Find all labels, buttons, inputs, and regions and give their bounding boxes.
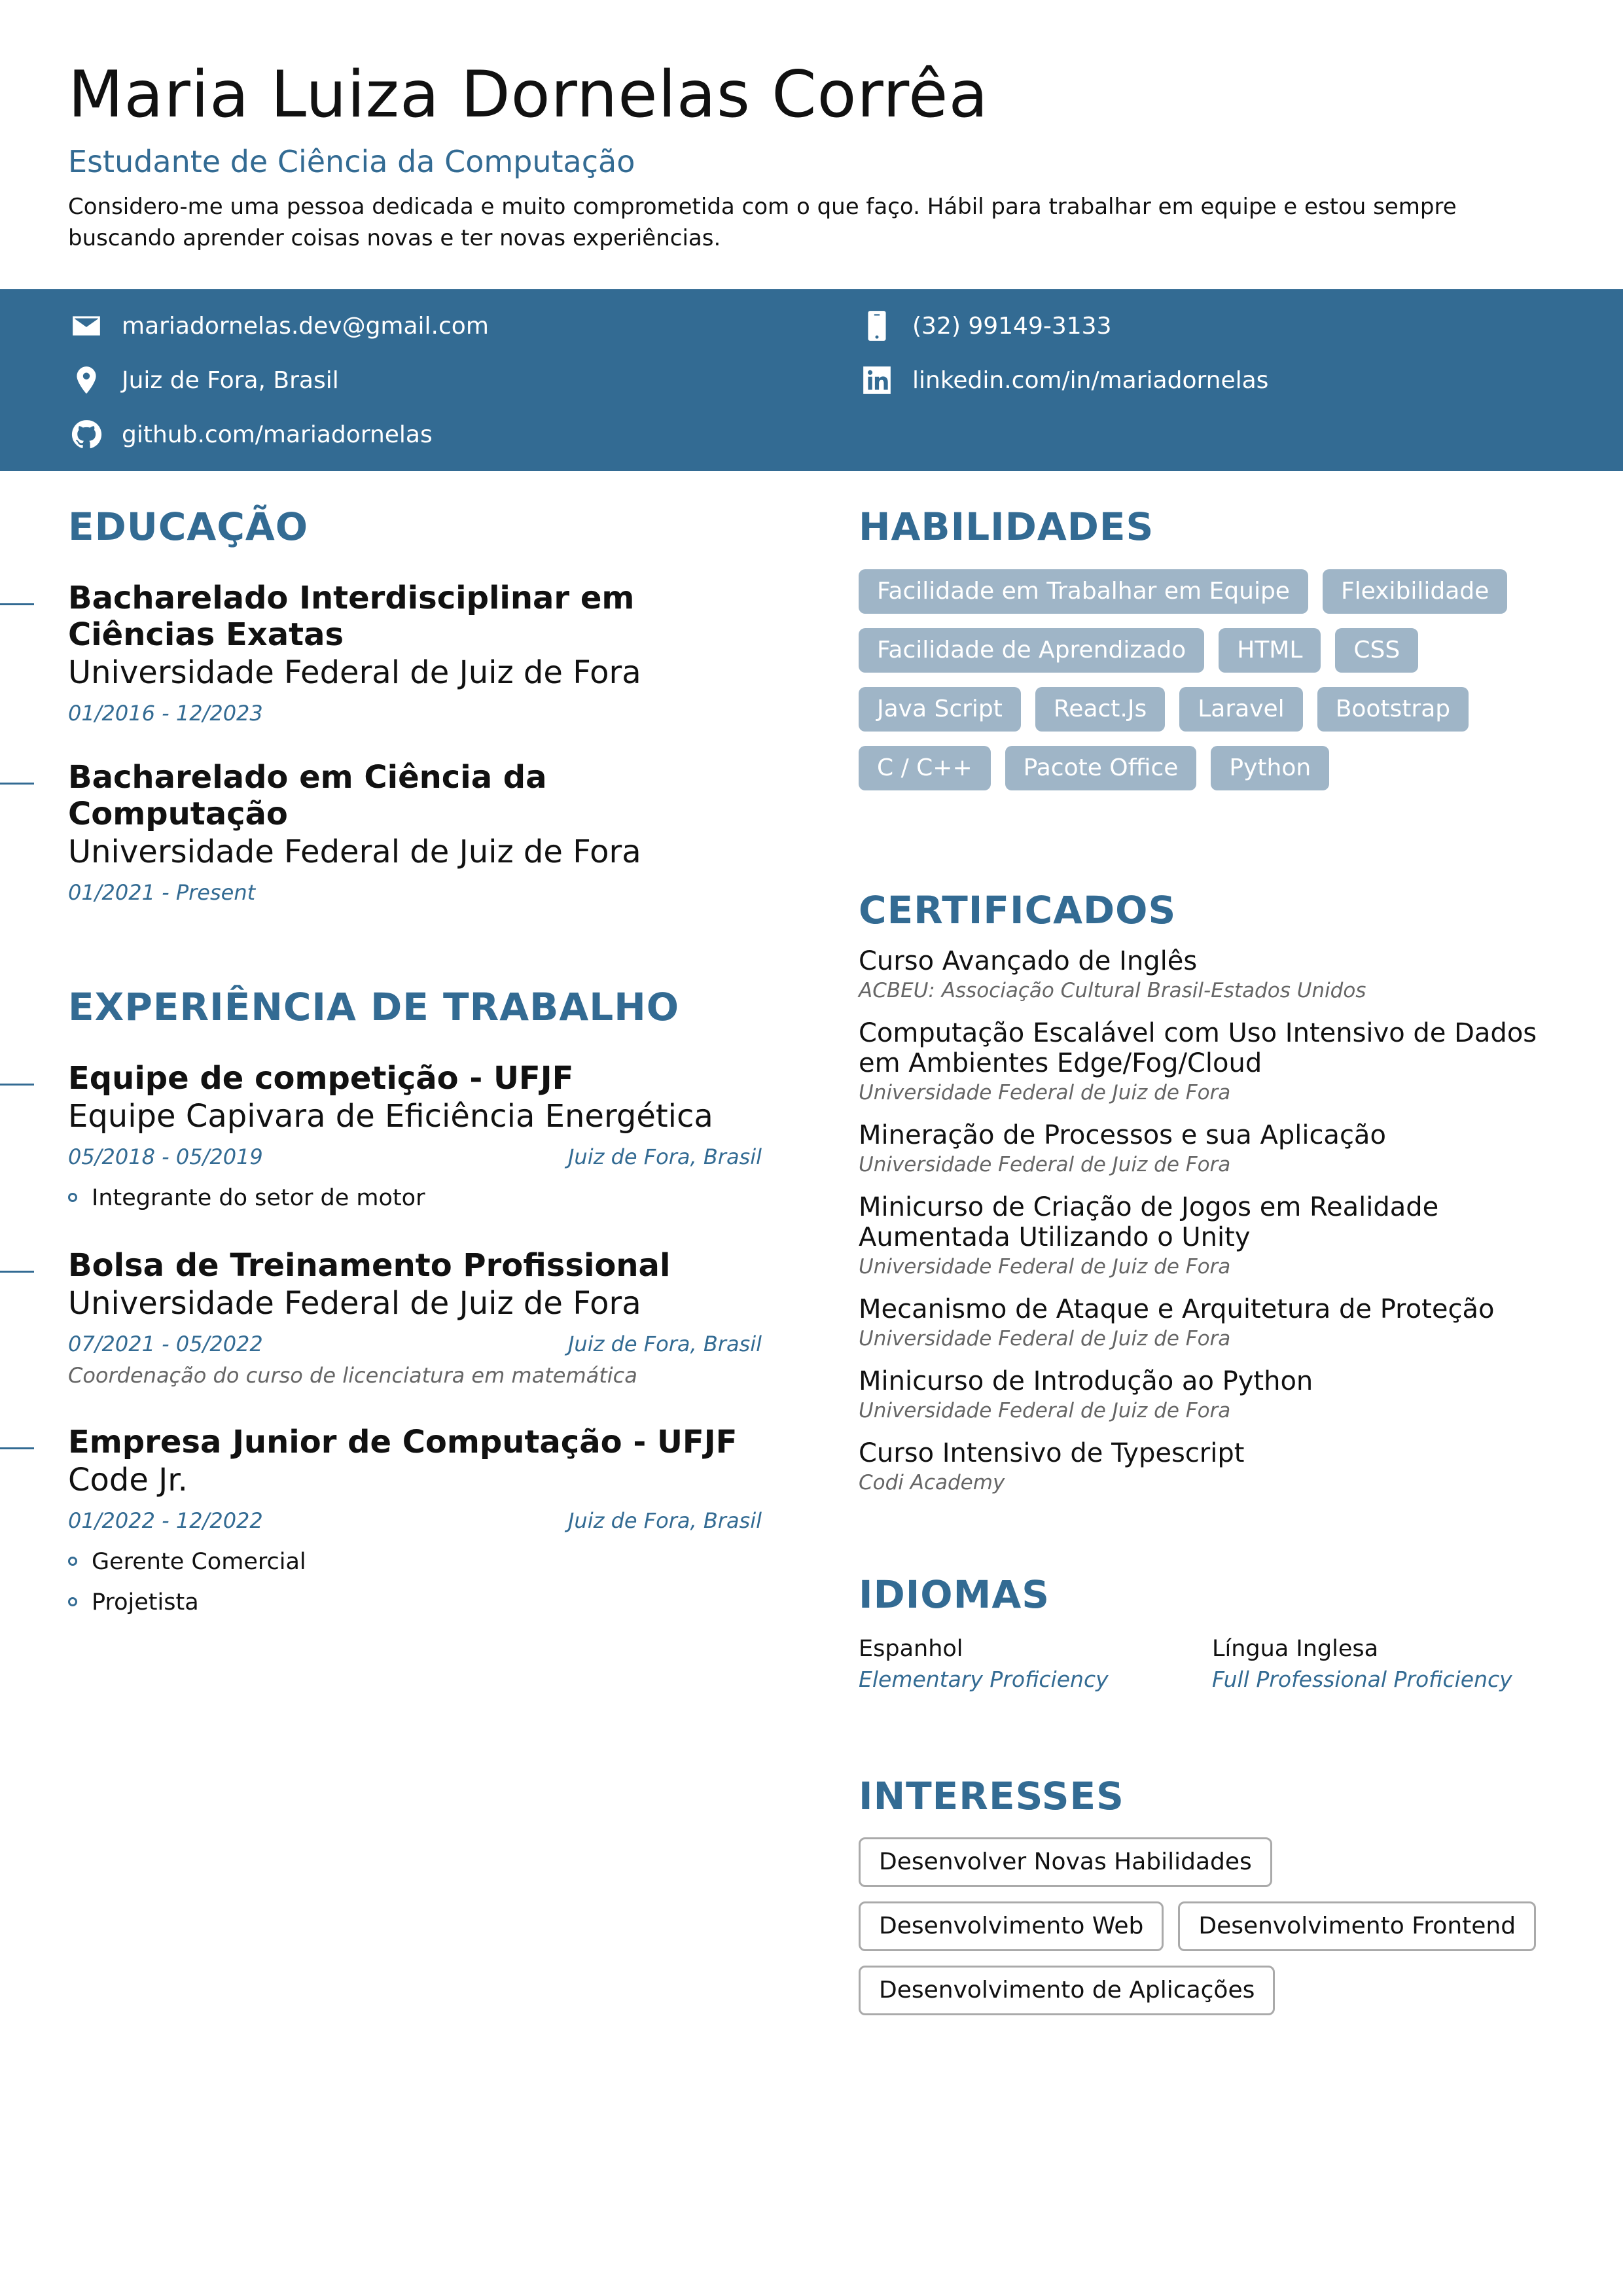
degree-title: Bacharelado em Ciência da Computação — [68, 759, 547, 832]
education-entry — [68, 580, 762, 730]
certificate-name: Minicurso de Introdução ao Python — [859, 1366, 1313, 1396]
contact-location — [68, 361, 339, 400]
date-range: 01/2021 - Present — [68, 880, 256, 905]
certificate-issuer: Universidade Federal de Juiz de Fora — [859, 1081, 1231, 1104]
languages-list — [859, 1633, 1565, 1695]
phone-text: (32) 99149-3133 — [912, 312, 1112, 340]
skill-tag: Laravel — [1179, 687, 1302, 732]
entry-marker — [0, 603, 34, 605]
bullet-circle-icon — [68, 1557, 77, 1566]
interest-tag: Desenvolvimento de Aplicações — [859, 1966, 1275, 2015]
organization-name: Universidade Federal de Juiz de Fora — [68, 1285, 641, 1322]
certificate-item — [859, 1120, 1565, 1179]
skill-tag: Flexibilidade — [1323, 569, 1507, 614]
school-name: Universidade Federal de Juiz de Fora — [68, 834, 641, 870]
left-column — [68, 497, 762, 1623]
email-text: mariadornelas.dev@gmail.com — [122, 312, 489, 340]
date-range: 07/2021 - 05/2022 — [68, 1332, 263, 1356]
interest-tag: Desenvolvimento Frontend — [1178, 1901, 1536, 1951]
experience-entry — [68, 1060, 762, 1218]
candidate-name: Maria Luiza Dornelas Corrêa — [68, 58, 989, 132]
skill-tag: React.Js — [1035, 687, 1165, 732]
entry-marker — [0, 1447, 34, 1449]
resume-header — [68, 52, 1560, 254]
entry-meta — [68, 1327, 762, 1361]
list-item: Integrante do setor de motor — [68, 1178, 762, 1218]
language-level: Elementary Proficiency — [859, 1667, 1109, 1692]
education-heading: EDUCAÇÃO — [68, 504, 309, 549]
contact-github[interactable] — [68, 415, 433, 454]
skill-tag: Python — [1211, 746, 1329, 790]
github-text: github.com/mariadornelas — [122, 421, 433, 448]
map-pin-icon — [68, 362, 105, 398]
task-list — [68, 1178, 762, 1218]
skill-tag: CSS — [1335, 628, 1418, 673]
experience-entry — [68, 1424, 762, 1623]
skill-tag: HTML — [1219, 628, 1321, 673]
certificate-item — [859, 1366, 1565, 1425]
job-location: Juiz de Fora, Brasil — [567, 1332, 762, 1356]
organization-name: Equipe Capivara de Eficiência Energética — [68, 1098, 713, 1135]
skill-tag: Pacote Office — [1005, 746, 1197, 790]
linkedin-icon — [859, 362, 895, 398]
certificate-item — [859, 1294, 1565, 1353]
entry-marker — [0, 1084, 34, 1086]
language-item — [1212, 1633, 1565, 1695]
certificate-item — [859, 1438, 1565, 1497]
skill-tag: C / C++ — [859, 746, 991, 790]
certificate-name: Mecanismo de Ataque e Arquitetura de Proteção — [859, 1294, 1495, 1324]
list-item: Projetista — [68, 1582, 762, 1623]
entry-meta — [68, 875, 762, 910]
envelope-icon — [68, 308, 105, 344]
interest-tag: Desenvolver Novas Habilidades — [859, 1837, 1272, 1887]
job-title: Empresa Junior de Computação - UFJF — [68, 1424, 738, 1460]
contact-phone[interactable] — [859, 306, 1111, 345]
task-list — [68, 1542, 762, 1623]
candidate-title: Estudante de Ciência da Computação — [68, 144, 635, 179]
skill-tag: Bootstrap — [1317, 687, 1469, 732]
interests-list — [859, 1837, 1565, 2030]
github-icon — [68, 416, 105, 453]
experience-entry — [68, 1247, 762, 1390]
certificate-name: Mineração de Processos e sua Aplicação — [859, 1120, 1386, 1150]
job-location: Juiz de Fora, Brasil — [567, 1508, 762, 1533]
contact-linkedin[interactable] — [859, 361, 1268, 400]
right-column — [859, 497, 1565, 2030]
certificate-item — [859, 1192, 1565, 1281]
entry-meta — [68, 1140, 762, 1174]
date-range: 05/2018 - 05/2019 — [68, 1144, 263, 1169]
education-entry — [68, 759, 762, 910]
entry-marker — [0, 1271, 34, 1273]
entry-marker — [0, 783, 34, 785]
list-item: Gerente Comercial — [68, 1542, 762, 1582]
linkedin-text: linkedin.com/in/mariadornelas — [912, 366, 1269, 394]
language-name: Espanhol — [859, 1636, 963, 1662]
job-location: Juiz de Fora, Brasil — [567, 1144, 762, 1169]
certificate-item — [859, 1018, 1565, 1107]
certificate-issuer: Universidade Federal de Juiz de Fora — [859, 1153, 1231, 1176]
certificate-issuer: Universidade Federal de Juiz de Fora — [859, 1327, 1231, 1351]
location-text: Juiz de Fora, Brasil — [122, 366, 339, 394]
certificates-list — [859, 946, 1565, 1497]
date-range: 01/2016 - 12/2023 — [68, 701, 263, 726]
organization-name: Code Jr. — [68, 1462, 188, 1498]
summary-text: Considero-me uma pessoa dedicada e muito comprometida com o que faço. Hábil para trabalhar em equipe e estou sempre buscando aprender coisas novas e ter novas experiências. — [68, 194, 1457, 251]
entry-meta — [68, 1504, 762, 1538]
school-name: Universidade Federal de Juiz de Fora — [68, 654, 641, 691]
certificate-issuer: Universidade Federal de Juiz de Fora — [859, 1255, 1231, 1279]
skill-tag: Facilidade de Aprendizado — [859, 628, 1204, 673]
skills-list — [859, 569, 1552, 805]
job-description: Coordenação do curso de licenciatura em matemática — [68, 1363, 637, 1388]
bullet-circle-icon — [68, 1193, 77, 1202]
certificate-name: Computação Escalável com Uso Intensivo de Dados em Ambientes Edge/Fog/Cloud — [859, 1018, 1537, 1078]
entry-meta — [68, 696, 762, 730]
contact-email[interactable] — [68, 306, 489, 345]
interests-heading: INTERESSES — [859, 1774, 1124, 1818]
skill-tag: Facilidade em Trabalhar em Equipe — [859, 569, 1308, 614]
job-title: Bolsa de Treinamento Profissional — [68, 1247, 671, 1284]
certificate-name: Curso Avançado de Inglês — [859, 946, 1198, 976]
language-item — [859, 1633, 1212, 1695]
certificates-heading: CERTIFICADOS — [859, 888, 1177, 932]
certificate-issuer: ACBEU: Associação Cultural Brasil-Estados Unidos — [859, 979, 1366, 1002]
language-level: Full Professional Proficiency — [1212, 1667, 1512, 1692]
experience-heading: EXPERIÊNCIA DE TRABALHO — [68, 985, 680, 1029]
degree-title: Bacharelado Interdisciplinar em Ciências Exatas — [68, 580, 635, 653]
date-range: 01/2022 - 12/2022 — [68, 1508, 263, 1533]
certificate-issuer: Codi Academy — [859, 1471, 1005, 1494]
certificate-item — [859, 946, 1565, 1005]
phone-icon — [859, 308, 895, 344]
bullet-circle-icon — [68, 1597, 77, 1606]
skills-heading: HABILIDADES — [859, 504, 1154, 549]
certificate-issuer: Universidade Federal de Juiz de Fora — [859, 1399, 1231, 1422]
language-name: Língua Inglesa — [1212, 1636, 1379, 1662]
skill-tag: Java Script — [859, 687, 1021, 732]
certificate-name: Minicurso de Criação de Jogos em Realidade Aumentada Utilizando o Unity — [859, 1192, 1439, 1252]
contact-bar — [0, 289, 1623, 471]
interest-tag: Desenvolvimento Web — [859, 1901, 1164, 1951]
languages-heading: IDIOMAS — [859, 1572, 1050, 1617]
certificate-name: Curso Intensivo de Typescript — [859, 1438, 1245, 1468]
job-title: Equipe de competição - UFJF — [68, 1060, 574, 1097]
